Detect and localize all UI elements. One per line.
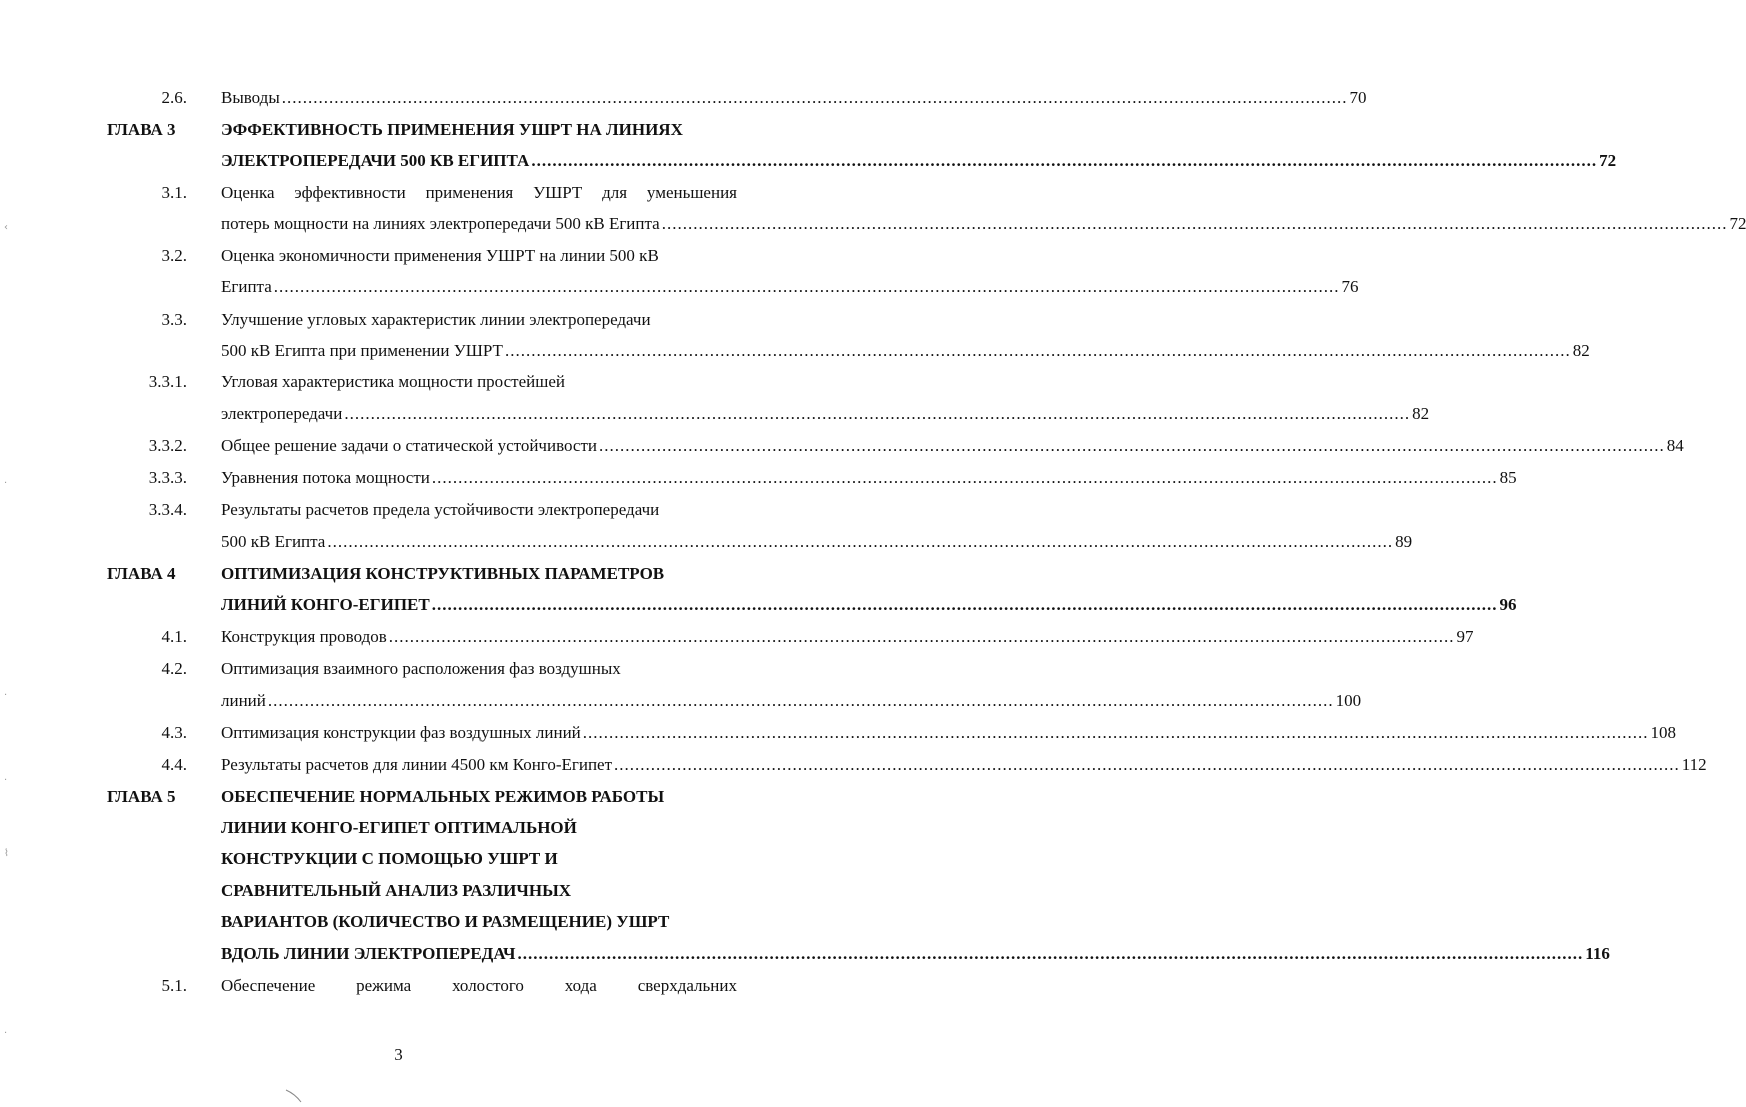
page-ref: 84 (1666, 436, 1684, 455)
page-ref: 112 (1681, 755, 1707, 774)
chapter-title: СРАВНИТЕЛЬНЫЙ АНАЛИЗ РАЗЛИЧНЫХ (221, 881, 572, 900)
toc-entry-3-3-2 (0, 430, 1684, 461)
section-number: 3.3. (161, 310, 187, 329)
chapter-label: ГЛАВА 5 (107, 787, 176, 806)
entry-line (221, 462, 1517, 493)
entry-line (221, 938, 1610, 969)
toc-entry-4-3 (0, 717, 1677, 748)
toc-entry-4-2 (0, 653, 797, 684)
toc-chapter-3-cont (0, 145, 1617, 176)
page-ref: 85 (1499, 468, 1517, 487)
leader-dots: ........................................................................................................................................................................................................... (531, 151, 1598, 170)
entry-line (221, 335, 1590, 366)
toc-entry-3-3-cont (0, 335, 1590, 366)
entry-title: 500 кВ Египта при применении УШРТ (221, 341, 503, 360)
leader-dots: ........................................................................................................................................................................................................... (582, 723, 1649, 742)
entry-title: Оценка эффективности применения УШРТ для уменьшения (221, 183, 737, 202)
entry-line (221, 398, 1430, 429)
entry-line (221, 589, 1517, 620)
toc-chapter-4 (0, 558, 797, 589)
entry-line (221, 271, 1359, 302)
entry-title: Угловая характеристика мощности простейшей (221, 372, 565, 391)
toc-entry-3-2 (0, 240, 797, 271)
leader-dots: ........................................................................................................................................................................................................... (598, 436, 1665, 455)
page-ref: 82 (1412, 404, 1430, 423)
chapter-title: ОБЕСПЕЧЕНИЕ НОРМАЛЬНЫХ РЕЖИМОВ РАБОТЫ (221, 787, 665, 806)
leader-dots: ........................................................................................................................................................................................................... (431, 595, 1498, 614)
entry-title: Конструкция проводов (221, 627, 387, 646)
entry-line (221, 717, 1677, 748)
section-number: 3.2. (161, 246, 187, 265)
section-number: 5.1. (161, 976, 187, 995)
page-ref: 89 (1395, 532, 1413, 551)
chapter-title: ЭЛЕКТРОПЕРЕДАЧИ 500 КВ ЕГИПТА (221, 151, 530, 170)
chapter-title: ЛИНИЙ КОНГО-ЕГИПЕТ (221, 595, 430, 614)
section-number: 2.6. (161, 88, 187, 107)
toc-entry-4-4 (0, 749, 1707, 780)
entry-title: Результаты расчетов для линии 4500 км Конго-Египет (221, 755, 613, 774)
page-ref: 72 (1599, 151, 1617, 170)
toc-chapter-5-cont-3 (0, 875, 797, 906)
leader-dots: ........................................................................................................................................................................................................... (431, 468, 1498, 487)
chapter-title: ЛИНИИ КОНГО-ЕГИПЕТ ОПТИМАЛЬНОЙ (221, 818, 577, 837)
toc-entry-3-1 (0, 177, 797, 208)
entry-title: Оценка экономичности применения УШРТ на линии 500 кВ (221, 246, 659, 265)
entry-line (221, 145, 1617, 176)
section-number: 4.3. (161, 723, 187, 742)
page-number: 3 (394, 1045, 403, 1064)
section-number: 3.1. (161, 183, 187, 202)
chapter-label: ГЛАВА 3 (107, 120, 176, 139)
scan-artifact: · (4, 775, 8, 786)
page-ref: 76 (1341, 277, 1359, 296)
page-ref: 116 (1585, 944, 1610, 963)
entry-line (221, 685, 1362, 716)
entry-title: Выводы (221, 88, 280, 107)
entry-title: Уравнения потока мощности (221, 468, 430, 487)
entry-title: 500 кВ Египта (221, 532, 326, 551)
toc-entry-3-2-cont (0, 271, 1359, 302)
entry-title: Оптимизация конструкции фаз воздушных линий (221, 723, 581, 742)
entry-line (221, 82, 1367, 113)
leader-dots: ........................................................................................................................................................................................................... (614, 755, 1680, 774)
section-number: 4.4. (161, 755, 187, 774)
toc-entry-3-1-cont (0, 208, 1746, 239)
chapter-label: ГЛАВА 4 (107, 564, 176, 583)
toc-chapter-5-cont-4 (0, 906, 797, 937)
toc-entry-3-3-1 (0, 366, 797, 397)
chapter-title: ОПТИМИЗАЦИЯ КОНСТРУКТИВНЫХ ПАРАМЕТРОВ (221, 564, 665, 583)
leader-dots: ........................................................................................................................................................................................................... (327, 532, 1394, 551)
chapter-title: ВАРИАНТОВ (КОЛИЧЕСТВО И РАЗМЕЩЕНИЕ) УШРТ (221, 912, 670, 931)
entry-line (221, 430, 1684, 461)
section-number: 3.3.2. (148, 436, 187, 455)
scan-artifact: · (4, 478, 8, 489)
section-number: 3.3.3. (148, 468, 187, 487)
leader-dots: ........................................................................................................................................................................................................... (661, 214, 1728, 233)
entry-line (221, 621, 1474, 652)
toc-entry-2-6 (0, 82, 1367, 113)
entry-title: Оптимизация взаимного расположения фаз воздушных (221, 659, 621, 678)
page-ref: 96 (1499, 595, 1517, 614)
page-ref: 100 (1335, 691, 1362, 710)
chapter-title: ВДОЛЬ ЛИНИИ ЭЛЕКТРОПЕРЕДАЧ (221, 944, 516, 963)
scan-artifact: ‹ (4, 222, 8, 233)
page-ref: 72 (1729, 214, 1746, 233)
toc-entry-3-3-4 (0, 494, 797, 525)
section-number: 3.3.1. (148, 372, 187, 391)
toc-entry-3-3 (0, 304, 797, 335)
leader-dots: ........................................................................................................................................................................................................... (388, 627, 1455, 646)
entry-title: Улучшение угловых характеристик линии электропередачи (221, 310, 651, 329)
leader-dots: ........................................................................................................................................................................................................... (267, 691, 1334, 710)
toc-entry-3-3-3 (0, 462, 1517, 493)
toc-chapter-4-cont (0, 589, 1517, 620)
entry-line (221, 208, 1746, 239)
toc-chapter-3 (0, 114, 797, 145)
entry-title: электропередачи (221, 404, 343, 423)
leader-dots: ........................................................................................................................................................................................................... (504, 341, 1571, 360)
toc-chapter-5-cont-1 (0, 812, 797, 843)
toc-entry-3-3-1-cont (0, 398, 1430, 429)
leader-dots: ........................................................................................................................................................................................................... (517, 944, 1584, 963)
entry-title: Результаты расчетов предела устойчивости электропередачи (221, 500, 660, 519)
scan-artifact: · (4, 1028, 8, 1039)
entry-title: потерь мощности на линиях электропередачи 500 кВ Египта (221, 214, 660, 233)
toc-chapter-5-cont-2 (0, 843, 797, 874)
section-number: 4.1. (161, 627, 187, 646)
toc-entry-4-2-cont (0, 685, 1362, 716)
section-number: 4.2. (161, 659, 187, 678)
page-ref: 108 (1650, 723, 1677, 742)
entry-title: Обеспечение режима холостого хода сверхдальних (221, 976, 737, 995)
toc-entry-5-1 (0, 970, 797, 1001)
toc-chapter-5 (0, 781, 797, 812)
scan-stroke (285, 1088, 305, 1104)
leader-dots: ........................................................................................................................................................................................................... (281, 88, 1348, 107)
toc-entry-3-3-4-cont (0, 526, 1413, 557)
toc-entry-4-1 (0, 621, 1474, 652)
entry-line (221, 526, 1413, 557)
toc-chapter-5-cont-5 (0, 938, 1610, 969)
section-number: 3.3.4. (148, 500, 187, 519)
page-ref: 70 (1349, 88, 1367, 107)
scan-artifact: · (4, 690, 8, 701)
entry-line (221, 749, 1707, 780)
page-ref: 97 (1456, 627, 1474, 646)
scan-artifact: ⌇ (4, 848, 9, 859)
chapter-title: КОНСТРУКЦИИ С ПОМОЩЬЮ УШРТ И (221, 849, 558, 868)
chapter-title: ЭФФЕКТИВНОСТЬ ПРИМЕНЕНИЯ УШРТ НА ЛИНИЯХ (221, 120, 683, 139)
page-ref: 82 (1572, 341, 1590, 360)
leader-dots: ........................................................................................................................................................................................................... (344, 404, 1411, 423)
leader-dots: ........................................................................................................................................................................................................... (273, 277, 1340, 296)
entry-title: Египта (221, 277, 272, 296)
entry-title: Общее решение задачи о статической устойчивости (221, 436, 597, 455)
entry-title: линий (221, 691, 266, 710)
